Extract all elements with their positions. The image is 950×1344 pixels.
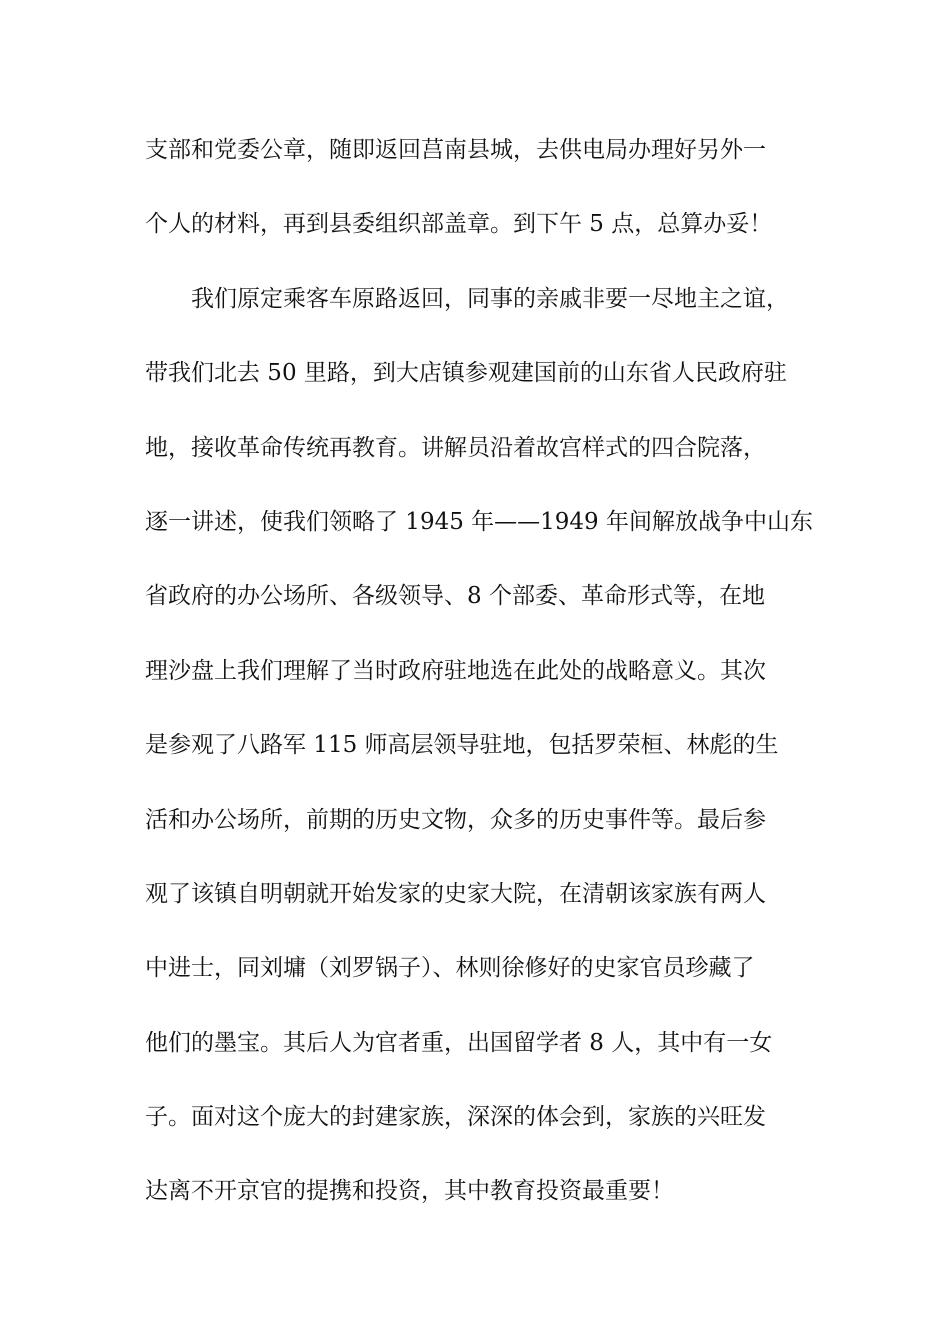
text-line-5: 地，接收革命传统再教育。讲解员沿着故宫样式的四合院落， bbox=[145, 434, 766, 461]
text-line-4: 带我们北去 50 里路，到大店镇参观建国前的山东省人民政府驻 bbox=[145, 360, 787, 387]
paragraph-start-line: 我们原定乘客车原路返回，同事的亲戚非要一尽地主之谊， bbox=[191, 285, 789, 312]
text-line-1: 支部和党委公章，随即返回莒南县城，去供电局办理好另外一 bbox=[145, 137, 766, 163]
text-line-15: 达离不开京官的提携和投资，其中教育投资最重要！ bbox=[145, 1178, 674, 1205]
text-line-2: 个人的材料，再到县委组织部盖章。到下午 5 点，总算办妥！ bbox=[145, 211, 773, 238]
text-line-9: 是参观了八路军 115 师高层领导驻地，包括罗荣桓、林彪的生 bbox=[145, 732, 779, 759]
text-line-10: 活和办公场所，前期的历史文物，众多的历史事件等。最后参 bbox=[145, 806, 766, 833]
text-line-14: 子。面对这个庞大的封建家族，深深的体会到，家族的兴旺发 bbox=[145, 1104, 766, 1131]
text-line-13: 他们的墨宝。其后人为官者重，出国留学者 8 人，其中有一女 bbox=[145, 1029, 773, 1056]
text-line-6: 逐一讲述，使我们领略了 1945 年——1949 年间解放战争中山东 bbox=[145, 508, 813, 535]
text-line-12: 中进士，同刘墉（刘罗锅子）、林则徐修好的史家官员珍藏了 bbox=[145, 955, 755, 982]
text-line-8: 理沙盘上我们理解了当时政府驻地选在此处的战略意义。其次 bbox=[145, 657, 766, 684]
body-text bbox=[145, 128, 815, 1244]
text-line-7: 省政府的办公场所、各级领导、8 个部委、革命形式等，在地 bbox=[145, 583, 765, 610]
text-line-11: 观了该镇自明朝就开始发家的史家大院，在清朝该家族有两人 bbox=[145, 880, 766, 907]
